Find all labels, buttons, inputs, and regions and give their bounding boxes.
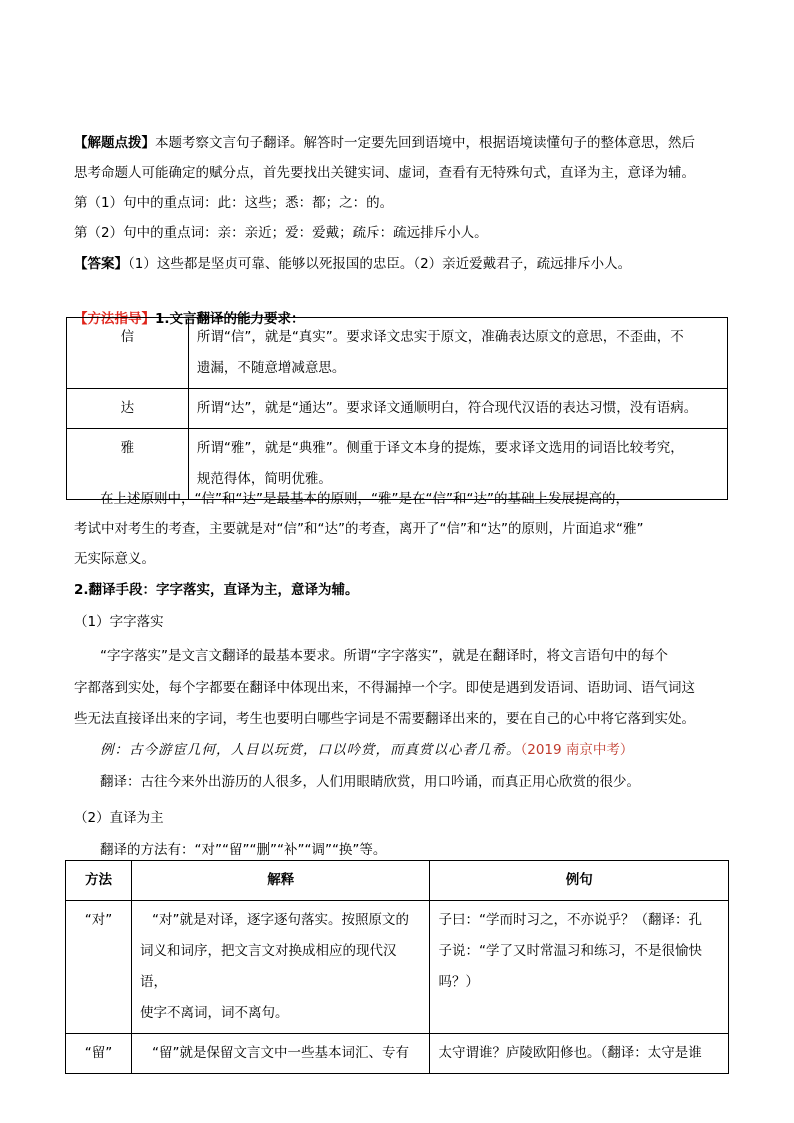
requirement-desc: 所谓“雅”，就是“典雅”。侧重于译文本身的提炼，要求译文选用的词语比较考究， 规范得体，简明优雅。 xyxy=(188,429,727,500)
requirements-table xyxy=(66,317,728,500)
table-row xyxy=(66,901,729,1034)
answer-line xyxy=(74,254,631,274)
requirement-desc: 所谓“信”，就是“真实”。要求译文忠实于原文，准确表达原文的意思，不歪曲，不 遗漏，不随意增减意思。 xyxy=(188,318,727,389)
requirement-desc: 所谓“达”，就是“通达”。要求译文通顺明白，符合现代汉语的表达习惯，没有语病。 xyxy=(188,389,727,429)
analysis-text-1: 本题考察文言句子翻译。解答时一定要先回到语境中，根据语境读懂句子的整体意思，然后 xyxy=(155,135,695,151)
methods-intro: 翻译的方法有：“对”“留”“删”“补”“调”“换”等。 xyxy=(100,842,387,858)
table-row xyxy=(66,1034,729,1074)
means-para-3: 些无法直接译出来的字词，考生也要明白哪些字词是不需要翻译出来的，要在自己的心中将它落到实处。 xyxy=(74,711,695,727)
methods-table xyxy=(65,860,729,1074)
example-source: （2019 南京中考） xyxy=(520,742,634,758)
method-example: 子曰：“学而时习之，不亦说乎？（翻译：孔 子说：“学了又时常温习和练习，不是很愉快 吗？） xyxy=(430,901,729,1034)
example-label: 例： xyxy=(100,742,129,758)
example-line xyxy=(100,740,633,760)
method-name: “留” xyxy=(66,1034,132,1074)
method-title: 1.文言翻译的能力要求： xyxy=(155,311,305,327)
analysis-line-2: 思考命题人可能确定的赋分点，首先要找出关键实词、虚词，查看有无特殊句式，直译为主，意译为辅。 xyxy=(74,165,695,181)
key-words-2: 第（2）句中的重点词：亲：亲近；爱：爱戴；疏斥：疏远排斥小人。 xyxy=(74,225,488,241)
principle-para-3: 无实际意义。 xyxy=(74,551,155,567)
requirement-key: 信 xyxy=(67,318,189,389)
principle-para-1: 在上述原则中，“信”和“达”是最基本的原则，“雅”是在“信”和“达”的基础上发展提高的， xyxy=(100,491,629,507)
subheading-2: （2）直译为主 xyxy=(74,810,164,826)
requirement-key: 雅 xyxy=(67,429,189,500)
key-words-1: 第（1）句中的重点词：此：这些；悉：都；之：的。 xyxy=(74,195,394,211)
example-text: 古今游宦几何，人目以玩赏，口以吟赏，而真赏以心者几希。 xyxy=(129,742,521,758)
means-heading: 2.翻译手段：字字落实，直译为主，意译为辅。 xyxy=(74,582,359,598)
analysis-label: 【解题点拨】 xyxy=(74,135,155,151)
header-example: 例句 xyxy=(430,861,729,901)
means-para-2: 字都落到实处，每个字都要在翻译中体现出来，不得漏掉一个字。即使是遇到发语词、语助词、语气词这 xyxy=(74,680,695,696)
principle-para-2: 考试中对考生的考查，主要就是对“信”和“达”的考查，离开了“信”和“达”的原则，片面追求“雅” xyxy=(74,521,644,537)
table-header-row xyxy=(66,861,729,901)
answer-text: （1）这些都是坚贞可靠、能够以死报国的忠臣。（2）亲近爱戴君子，疏远排斥小人。 xyxy=(128,256,632,272)
table-row xyxy=(67,389,728,429)
header-method: 方法 xyxy=(66,861,132,901)
method-name: “对” xyxy=(66,901,132,1034)
method-explain: “对”就是对译，逐字逐句落实。按照原文的 词义和词序，把文言文对换成相应的现代汉语， 使字不离词，词不离句。 xyxy=(131,901,430,1034)
table-row xyxy=(67,318,728,389)
answer-label: 【答案】 xyxy=(74,256,128,272)
subheading-1: （1）字字落实 xyxy=(74,614,164,630)
analysis-line-1 xyxy=(74,133,695,153)
method-explain: “留”就是保留文言文中一些基本词汇、专有 xyxy=(131,1034,430,1074)
means-para-1: “字字落实”是文言文翻译的最基本要求。所谓“字字落实”，就是在翻译时，将文言语句中的每个 xyxy=(100,648,668,664)
method-example: 太守谓谁？庐陵欧阳修也。（翻译：太守是谁 xyxy=(430,1034,729,1074)
method-label: 【方法指导】 xyxy=(74,311,155,327)
requirement-key: 达 xyxy=(67,389,189,429)
header-explain: 解释 xyxy=(131,861,430,901)
translation-line: 翻译：古往今来外出游历的人很多，人们用眼睛欣赏，用口吟诵，而真正用心欣赏的很少。 xyxy=(100,774,640,790)
